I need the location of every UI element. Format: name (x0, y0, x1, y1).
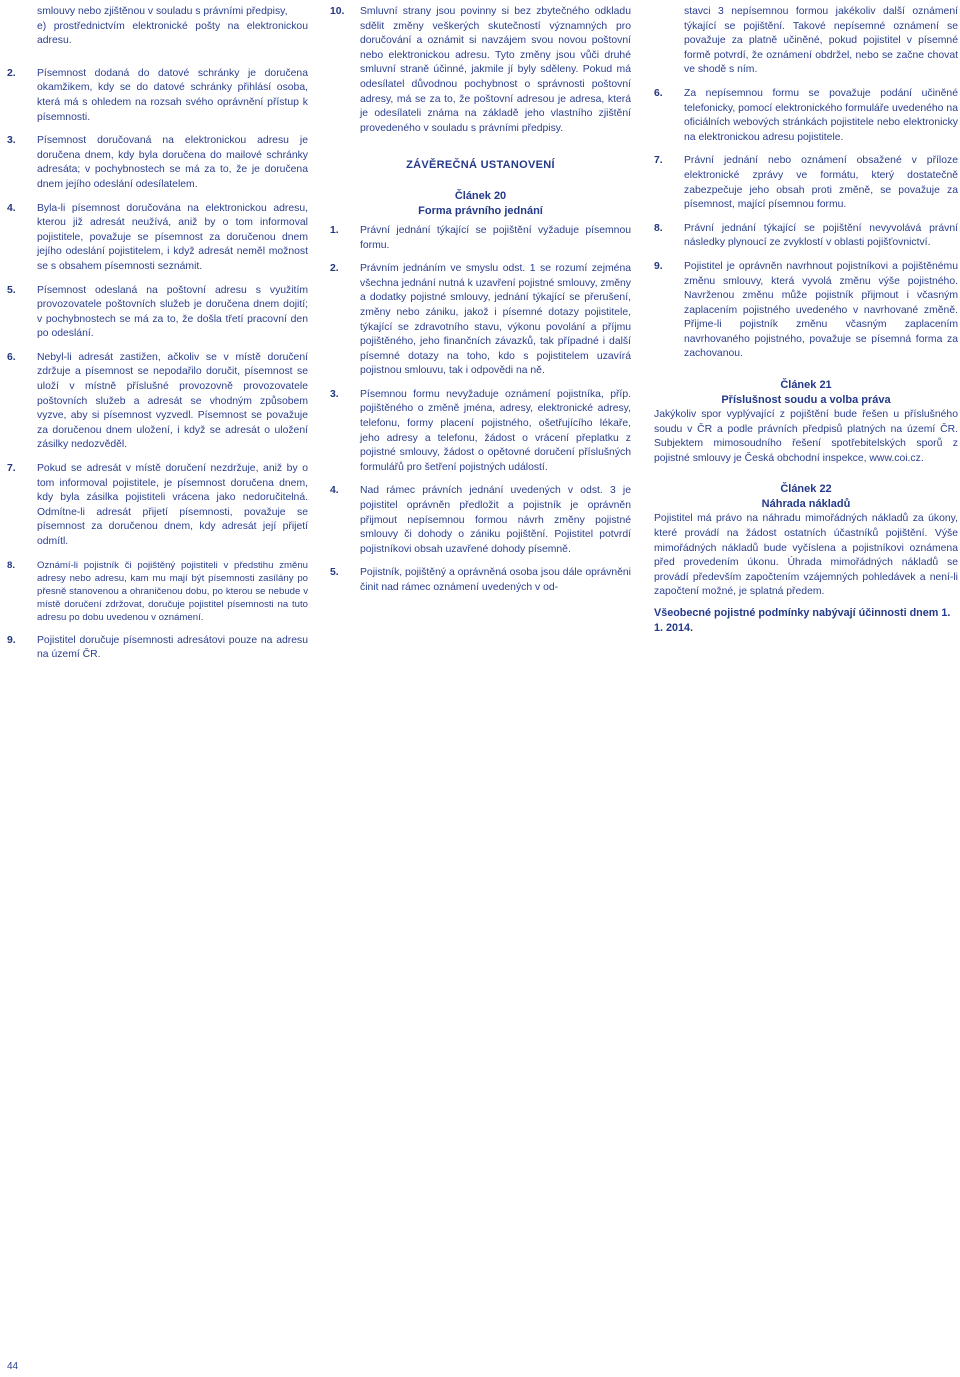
clause-2 (330, 262, 631, 379)
clause-text: Právním jednáním ve smyslu odst. 1 se rozumí zejména všechna jednání nutná k uzavření pojistné smlouvy, změny a dodatky pojistné smlouvy, jednání týkající se přerušení, změny nebo zániku, jakož i písemné dotazy pojistitele, týkající se zdravotního stavu, výkonu povolání a příjmu pojištěného, jeho finančních závazků, tak případné i další písemné dotazy na toho, kdo s pojistitelem uzavírá pojistnou smlouvu, tak i odpovědi na ně. (360, 263, 631, 377)
clause-text: Písemnost doručovaná na elektronickou adresu je doručena dnem, kdy byla doručena do mailové schránky adresáta; v pochybnostech se má za to, že je doručena dnem jejího odeslání odesílatelem. (37, 135, 308, 190)
article-20-title: Článek 20 (454, 189, 507, 202)
intro-line-1: smlouvy nebo zjištěnou v souladu s právními předpisy, (37, 6, 288, 17)
clause-text: Písemnost odeslaná na poštovní adresu s využitím provozovatele poštovních služeb je doručena dnem dojití; v pochybnostech se má za to, že došla třetí pracovní den po odeslání. (37, 284, 308, 340)
clause-2 (7, 67, 308, 125)
section-title: ZÁVĚREČNÁ USTANOVENÍ (406, 159, 555, 172)
clause-number: 9. (7, 634, 16, 646)
article-20-subtitle: Forma právního jednání (418, 204, 543, 217)
clause-text: Pokud se adresát v místě doručení nezdržuje, aniž by o tom informoval pojistitele, je písemnost doručena dnem, kdy byla zásilka pojistiteli vrácena jako nedoručitelná. Odmítne-li adresát přijetí písemnosti, považuje se písemnost za doručenou dnem, kdy adresát její přijetí odmítl. (37, 463, 308, 547)
article-21-title: Článek 21 (780, 379, 832, 392)
clause-5-continuation: stavci 3 nepísemnou formou jakékoliv další oznámení týkající se pojištění. Takové nepísemné oznámení se považuje za platně učiněné, pokud pojistitel v písemné formě potvrdí, že oznámení obdržel, nebo se začne chovat ve shodě s ním. (684, 6, 958, 76)
clause-9 (654, 260, 958, 362)
clause-6 (7, 351, 308, 453)
clause-number: 6. (7, 351, 16, 363)
clause-7 (654, 154, 958, 212)
clause-text: Právní jednání nebo oznámení obsažené v příloze elektronické zprávy ve formátu, který dostatečně zabezpečuje jeho obsah proti změně, se považuje za písemnost, mající písemnou formu. (684, 155, 958, 211)
clause-number: 7. (654, 155, 663, 167)
clause-number: 4. (7, 202, 16, 214)
clause-text: Právní jednání týkající se pojištění vyžaduje písemnou formu. (360, 224, 631, 251)
intro-line-2: e) prostřednictvím elektronické pošty na elektronickou adresu. (37, 20, 308, 47)
clause-text: Za nepísemnou formu se považuje podání učiněné telefonicky, pomocí elektronického formuláře uvedeného na oficiálních webových stránkách pojistitele nebo elektronicky na elektronickou adresu pojistitele. (684, 87, 958, 143)
clause-4 (7, 202, 308, 275)
clause-number: 2. (7, 67, 16, 79)
article-22-text: Pojistitel má právo na náhradu mimořádných nákladů za úkony, které provádí na žádost ostatních účastníků pojištění. Výše mimořádných nákladů bude vyčíslena a pojistníkovi oznámena před provedením úkonu. Úhrada mimořádných nákladů se provádí především započtením vzájemných pohledávek a není-li započtení možné, je splatná předem. (654, 513, 958, 598)
clause-text: Písemnost dodaná do datové schránky je doručena okamžikem, kdy se do datové schránky přihlásí osoba, která má s ohledem na rozsah svého oprávnění přístup k písemnosti. (37, 67, 308, 123)
clause-number: 2. (330, 263, 339, 275)
clause-number: 9. (654, 260, 663, 272)
clause-5 (330, 566, 631, 595)
clause-number: 4. (330, 485, 339, 497)
clause-number: 6. (654, 87, 663, 99)
clause-number: 7. (7, 463, 16, 475)
clause-3 (7, 134, 308, 192)
clause-1 (330, 224, 631, 253)
clause-6 (654, 87, 958, 145)
clause-text: Písemnou formu nevyžaduje oznámení pojistníka, příp. pojištěného o změně jména, adresy, elektronické adresy, telefonu, formy placení pojistného, ošetřujícího lékaře, jeho adresy a telefonu, žádost o vrácení přeplatku z pojistné smlouvy, žádost o opětovné doručení příslušných formulářů pro šetření pojistných událostí. (360, 388, 631, 473)
clause-number: 1. (330, 224, 339, 236)
clause-number: 3. (330, 388, 339, 400)
clause-10 (330, 5, 631, 136)
clause-text: Oznámí-li pojistník či pojištěný pojistiteli v předstihu změnu adresy nebo adresu, kam mu mají být písemnosti zasílány po přesně stanovenou a ohraničenou dobu, po kterou se nebude v místě doručení zdržovat, doručuje pojistitel písemnosti na tuto adresu po dobu uvedenou v oznámení. (37, 559, 308, 624)
clause-8 (654, 222, 958, 251)
clause-text: Nad rámec právních jednání uvedených v odst. 3 je pojistitel oprávněn předložit a pojistník je oprávněn přijmout nepísemnou formou návrh změny pojistné smlouvy či dohody o zániku pojištění. Pojistitel potvrdí pojistníkovi obsah uzavřené dohody písemně. (360, 485, 631, 555)
clause-text: Pojistník, pojištěný a oprávněná osoba jsou dále oprávněni činit nad rámec oznámení uvedených v od- (360, 567, 631, 593)
column-right (654, 5, 958, 635)
effective-date-statement: Všeobecné pojistné podmínky nabývají účinnosti dnem 1. 1. 2014. (654, 607, 951, 634)
clause-text: Nebyl-li adresát zastižen, ačkoliv se v místě doručení zdržuje a písemnost se nepodařilo doručit, písemnost se uloží v místně příslušné provozovně provozovatele poštovních služeb a adresát se vhodným způsobem vyzve, aby si písemnost vyzvedl. Písemnost se považuje za doručenou dnem uložení, i když se adresát o uložení zásilky nedozvěděl. (37, 351, 308, 451)
clause-text: Byla-li písemnost doručována na elektronickou adresu, kterou již adresát neužívá, aniž by o tom informoval pojistitele, považuje se písemnost za doručenou dnem jejího odeslání pojistitelem, i když adresát neměl možnost se s obsahem písemnosti seznámit. (37, 202, 308, 272)
page-number: 44 (7, 1361, 19, 1372)
column-middle (330, 5, 631, 596)
clause-text: Pojistitel je oprávněn navrhnout pojistníkovi a pojištěnému změnu smlouvy, která vyvolá změnu výše pojistného. Navrženou změnu může pojistník přijmout i včasným zaplacením pojistného uvedeného v navrhované změně. Přijme-li pojistník změnu včasným zaplacením navrhovaného pojistného, považuje se písemná forma za zachovanou. (684, 260, 958, 360)
clause-9 (7, 634, 308, 663)
article-21-text: Jakýkoliv spor vyplývající z pojištění bude řešen u příslušného soudu v ČR a podle právních předpisů platných na území ČR. Subjektem mimosoudního řešení spotřebitelských sporů z pojistné smlouvy je Česká obchodní inspekce, www.coi.cz. (654, 409, 958, 464)
clause-8 (7, 559, 308, 625)
clause-text: Právní jednání týkající se pojištění nevyvolává právní následky plynoucí ze zvyklostí v oblasti pojišťovnictví. (684, 222, 958, 249)
clause-number: 8. (7, 559, 16, 571)
clause-7 (7, 462, 308, 550)
clause-number: 10. (330, 6, 345, 17)
clause-number: 5. (330, 567, 339, 579)
column-left (7, 5, 308, 663)
clause-number: 3. (7, 135, 16, 147)
clause-3 (330, 388, 631, 476)
clause-number: 5. (7, 284, 16, 296)
clause-text: Pojistitel doručuje písemnosti adresátovi pouze na adresu na území ČR. (37, 634, 308, 661)
article-22-subtitle: Náhrada nákladů (761, 498, 851, 511)
article-21-subtitle: Příslušnost soudu a volba práva (721, 394, 891, 407)
clause-4 (330, 484, 631, 557)
article-22-title: Článek 22 (780, 483, 832, 496)
clause-number: 8. (654, 222, 663, 234)
clause-text: Smluvní strany jsou povinny si bez zbytečného odkladu sdělit změny veškerých skutečností významných pro doručování a oznámit si navzájem svou novou poštovní nebo elektronickou adresu. Tyto změny jsou vůči druhé smluvní straně účinné, jakmile jí byly sděleny. Pokud má odesílatel důvodnou pochybnost o správnosti poštovní adresy, má se za to, že poštovní adresou je adresa, která je odesílateli známa na základě jeho vlastního zjištění provedeného v souladu s právními předpisy. (360, 6, 631, 134)
clause-5 (7, 284, 308, 342)
